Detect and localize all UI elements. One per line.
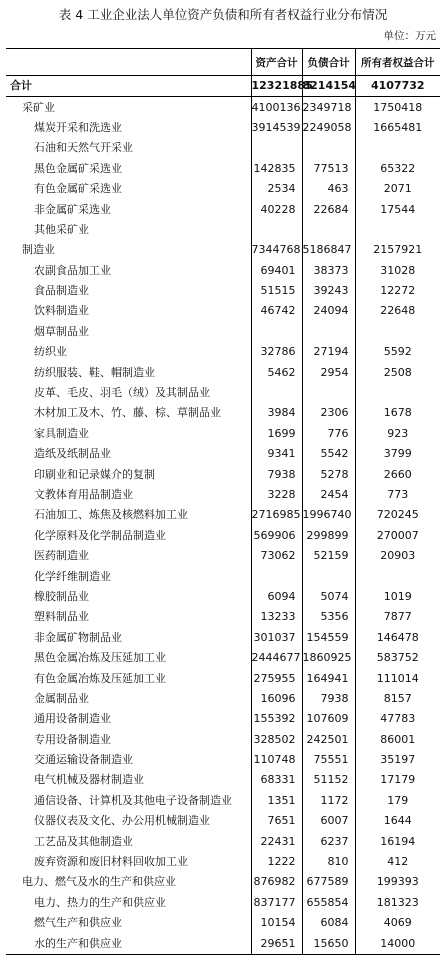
liabilities-cell: 1172	[302, 791, 355, 811]
assets-cell: 2716985	[251, 505, 302, 525]
liabilities-cell: 1860925	[302, 648, 355, 668]
table-row	[6, 872, 440, 892]
equity-cell: 2660	[355, 464, 440, 484]
industry-name: 有色金属冶炼及压延加工业	[34, 671, 166, 685]
assets-cell: 32786	[251, 342, 302, 362]
equity-cell	[355, 220, 440, 240]
assets-cell: 68331	[251, 770, 302, 790]
equity-cell: 14000	[355, 933, 440, 954]
liabilities-cell: 75551	[302, 750, 355, 770]
industry-name: 饮料制造业	[34, 304, 89, 318]
liabilities-cell: 164941	[302, 668, 355, 688]
industry-name: 木材加工及木、竹、藤、棕、草制品业	[34, 406, 221, 420]
liabilities-cell: 299899	[302, 526, 355, 546]
liabilities-cell: 38373	[302, 261, 355, 281]
liabilities-cell: 27194	[302, 342, 355, 362]
industry-name: 化学纤维制造业	[34, 569, 111, 583]
equity-cell: 1750418	[355, 97, 440, 118]
equity-cell: 583752	[355, 648, 440, 668]
industry-name: 非金属矿采选业	[34, 202, 111, 216]
equity-cell	[355, 322, 440, 342]
assets-cell: 155392	[251, 709, 302, 729]
table-row	[6, 852, 440, 872]
industry-name: 工艺品及其他制造业	[34, 834, 133, 848]
table-title: 表 4 工业企业法人单位资产负债和所有者权益行业分布情况	[58, 7, 388, 22]
assets-cell: 569906	[251, 526, 302, 546]
assets-cell: 6094	[251, 587, 302, 607]
table-row	[6, 933, 440, 954]
equity-cell: 3799	[355, 444, 440, 464]
industry-name: 水的生产和供应业	[6, 933, 251, 954]
assets-cell	[251, 220, 302, 240]
industry-name: 交通运输设备制造业	[34, 753, 133, 767]
industry-name: 电力、燃气及水的生产和供应业	[22, 875, 176, 889]
assets-cell: 9341	[251, 444, 302, 464]
table-row	[6, 403, 440, 423]
industry-name: 制造业	[22, 243, 55, 257]
liabilities-cell: 242501	[302, 730, 355, 750]
table-row	[6, 159, 440, 179]
table-row	[6, 893, 440, 913]
assets-cell: 1699	[251, 424, 302, 444]
unit-label: 单位：万元	[383, 30, 436, 42]
liabilities-cell: 52159	[302, 546, 355, 566]
industry-name: 电力、热力的生产和供应业	[34, 895, 166, 909]
industry-name: 通信设备、计算机及其他电子设备制造业	[34, 793, 232, 807]
assets-cell: 7344768	[251, 240, 302, 260]
assets-cell: 328502	[251, 730, 302, 750]
equity-cell: 4107732	[355, 76, 440, 97]
industry-name: 纺织服装、鞋、帽制造业	[34, 365, 155, 379]
header-liabilities: 负债合计	[302, 49, 355, 76]
assets-cell: 7651	[251, 811, 302, 831]
industry-name: 印刷业和记录媒介的复制	[34, 467, 155, 481]
assets-cell: 16096	[251, 689, 302, 709]
industry-name: 石油和天然气开采业	[34, 141, 133, 155]
equity-cell: 65322	[355, 159, 440, 179]
table-row	[6, 424, 440, 444]
liabilities-cell: 154559	[302, 628, 355, 648]
table-row	[6, 831, 440, 851]
equity-cell: 2508	[355, 362, 440, 382]
assets-cell: 69401	[251, 261, 302, 281]
table-row	[6, 362, 440, 382]
liabilities-cell	[302, 138, 355, 158]
equity-cell: 199393	[355, 872, 440, 892]
liabilities-cell: 8214154	[302, 76, 355, 97]
industry-name: 皮革、毛皮、羽毛（绒）及其制品业	[34, 386, 210, 400]
assets-cell: 2534	[251, 179, 302, 199]
industry-name: 黑色金属矿采选业	[34, 161, 122, 175]
industry-name: 合计	[6, 76, 251, 97]
equity-cell: 16194	[355, 831, 440, 851]
header-equity: 所有者权益合计	[355, 49, 440, 76]
liabilities-cell: 15650	[302, 933, 355, 954]
assets-cell: 1222	[251, 852, 302, 872]
assets-cell: 3984	[251, 403, 302, 423]
equity-cell: 181323	[355, 893, 440, 913]
equity-cell	[355, 383, 440, 403]
assets-cell: 2444677	[251, 648, 302, 668]
assets-cell: 4100136	[251, 97, 302, 118]
table-row	[6, 587, 440, 607]
liabilities-cell: 810	[302, 852, 355, 872]
liabilities-cell	[302, 383, 355, 403]
table-row	[6, 179, 440, 199]
assets-cell	[251, 383, 302, 403]
total-row	[6, 76, 440, 97]
equity-cell	[355, 138, 440, 158]
liabilities-cell: 2454	[302, 485, 355, 505]
liabilities-cell: 5278	[302, 464, 355, 484]
industry-name: 非金属矿物制品业	[34, 630, 122, 644]
industry-name: 黑色金属冶炼及压延加工业	[34, 651, 166, 665]
assets-cell: 12321885	[251, 76, 302, 97]
industry-name: 电气机械及器材制造业	[34, 773, 144, 787]
industry-name: 造纸及纸制品业	[34, 447, 111, 461]
equity-cell: 17544	[355, 199, 440, 219]
table-row	[6, 811, 440, 831]
liabilities-cell: 2306	[302, 403, 355, 423]
table-row	[6, 220, 440, 240]
table-row	[6, 138, 440, 158]
industry-name: 纺织业	[34, 345, 67, 359]
assets-cell: 51515	[251, 281, 302, 301]
liabilities-cell	[302, 322, 355, 342]
liabilities-cell: 107609	[302, 709, 355, 729]
equity-cell: 2157921	[355, 240, 440, 260]
table-row	[6, 526, 440, 546]
liabilities-cell: 2249058	[302, 118, 355, 138]
table-row	[6, 913, 440, 933]
table-row	[6, 118, 440, 138]
liabilities-cell: 5542	[302, 444, 355, 464]
equity-cell: 773	[355, 485, 440, 505]
assets-cell: 73062	[251, 546, 302, 566]
liabilities-cell: 6007	[302, 811, 355, 831]
industry-name: 废弃资源和废旧材料回收加工业	[34, 855, 188, 869]
equity-cell: 1665481	[355, 118, 440, 138]
table-row	[6, 505, 440, 525]
liabilities-cell: 24094	[302, 301, 355, 321]
table-row	[6, 97, 440, 118]
liabilities-cell: 5186847	[302, 240, 355, 260]
equity-cell: 12272	[355, 281, 440, 301]
assets-cell: 22431	[251, 831, 302, 851]
table-row	[6, 261, 440, 281]
equity-cell: 17179	[355, 770, 440, 790]
equity-cell: 270007	[355, 526, 440, 546]
equity-cell: 146478	[355, 628, 440, 648]
table-row	[6, 628, 440, 648]
equity-cell	[355, 566, 440, 586]
table-body	[6, 76, 440, 955]
industry-name: 农副食品加工业	[34, 263, 111, 277]
industry-name: 采矿业	[22, 100, 55, 114]
equity-cell: 111014	[355, 668, 440, 688]
assets-cell: 7938	[251, 464, 302, 484]
liabilities-cell: 5356	[302, 607, 355, 627]
table-row	[6, 791, 440, 811]
table-row	[6, 546, 440, 566]
equity-cell: 86001	[355, 730, 440, 750]
table-row	[6, 383, 440, 403]
industry-name: 文教体育用品制造业	[34, 488, 133, 501]
industry-name: 食品制造业	[34, 284, 89, 298]
equity-cell: 179	[355, 791, 440, 811]
industry-name: 燃气生产和供应业	[34, 916, 122, 930]
table-row	[6, 689, 440, 709]
assets-cell: 275955	[251, 668, 302, 688]
industry-name: 有色金属矿采选业	[34, 182, 122, 196]
equity-cell: 47783	[355, 709, 440, 729]
industry-name: 化学原料及化学制品制造业	[34, 528, 166, 542]
liabilities-cell: 77513	[302, 159, 355, 179]
assets-cell: 876982	[251, 872, 302, 892]
industry-name: 医药制造业	[34, 549, 89, 563]
liabilities-cell: 6084	[302, 913, 355, 933]
industry-name: 家具制造业	[34, 426, 89, 440]
assets-cell: 5462	[251, 362, 302, 382]
liabilities-cell: 2349718	[302, 97, 355, 118]
liabilities-cell: 655854	[302, 893, 355, 913]
equity-cell: 22648	[355, 301, 440, 321]
table-row	[6, 709, 440, 729]
liabilities-cell: 463	[302, 179, 355, 199]
industry-name: 石油加工、炼焦及核燃料加工业	[34, 508, 188, 522]
liabilities-cell: 1996740	[302, 505, 355, 525]
equity-cell: 20903	[355, 546, 440, 566]
industry-table	[6, 48, 440, 955]
assets-cell: 301037	[251, 628, 302, 648]
equity-cell: 8157	[355, 689, 440, 709]
industry-name: 专用设备制造业	[34, 732, 111, 746]
assets-cell: 46742	[251, 301, 302, 321]
industry-name: 通用设备制造业	[34, 712, 111, 726]
equity-cell: 1019	[355, 587, 440, 607]
liabilities-cell: 39243	[302, 281, 355, 301]
liabilities-cell: 5074	[302, 587, 355, 607]
equity-cell: 7877	[355, 607, 440, 627]
industry-name: 其他采矿业	[34, 222, 89, 236]
equity-cell: 1644	[355, 811, 440, 831]
equity-cell: 923	[355, 424, 440, 444]
table-row	[6, 770, 440, 790]
equity-cell: 35197	[355, 750, 440, 770]
assets-cell: 3914539	[251, 118, 302, 138]
header-industry	[6, 49, 251, 76]
liabilities-cell: 677589	[302, 872, 355, 892]
table-row	[6, 648, 440, 668]
liabilities-cell: 22684	[302, 199, 355, 219]
table-row	[6, 750, 440, 770]
table-row	[6, 301, 440, 321]
equity-cell: 5592	[355, 342, 440, 362]
liabilities-cell: 51152	[302, 770, 355, 790]
equity-cell: 720245	[355, 505, 440, 525]
liabilities-cell: 2954	[302, 362, 355, 382]
equity-cell: 412	[355, 852, 440, 872]
table-row	[6, 668, 440, 688]
header-row	[6, 49, 440, 76]
assets-cell: 13233	[251, 607, 302, 627]
assets-cell: 837177	[251, 893, 302, 913]
header-assets: 资产合计	[251, 49, 302, 76]
industry-name: 金属制品业	[34, 691, 89, 705]
industry-name: 煤炭开采和洗选业	[34, 120, 122, 134]
table-row	[6, 240, 440, 260]
equity-cell: 1678	[355, 403, 440, 423]
liabilities-cell	[302, 220, 355, 240]
assets-cell	[251, 322, 302, 342]
table-row	[6, 566, 440, 586]
assets-cell: 1351	[251, 791, 302, 811]
table-row	[6, 464, 440, 484]
assets-cell: 142835	[251, 159, 302, 179]
assets-cell	[251, 566, 302, 586]
liabilities-cell: 776	[302, 424, 355, 444]
assets-cell: 10154	[251, 913, 302, 933]
liabilities-cell: 7938	[302, 689, 355, 709]
table-row	[6, 199, 440, 219]
equity-cell: 4069	[355, 913, 440, 933]
table-row	[6, 730, 440, 750]
table-row	[6, 281, 440, 301]
table-row	[6, 342, 440, 362]
table-row	[6, 485, 440, 505]
industry-name: 橡胶制品业	[34, 589, 89, 603]
table-row	[6, 607, 440, 627]
industry-name: 塑料制品业	[34, 610, 89, 624]
assets-cell	[251, 138, 302, 158]
table-row	[6, 322, 440, 342]
equity-cell: 2071	[355, 179, 440, 199]
equity-cell: 31028	[355, 261, 440, 281]
assets-cell: 3228	[251, 485, 302, 505]
industry-name: 烟草制品业	[34, 324, 89, 338]
industry-name: 仪器仪表及文化、办公用机械制造业	[34, 814, 210, 828]
liabilities-cell	[302, 566, 355, 586]
table-row	[6, 444, 440, 464]
assets-cell: 40228	[251, 199, 302, 219]
liabilities-cell: 6237	[302, 831, 355, 851]
assets-cell: 110748	[251, 750, 302, 770]
assets-cell: 29651	[251, 933, 302, 954]
